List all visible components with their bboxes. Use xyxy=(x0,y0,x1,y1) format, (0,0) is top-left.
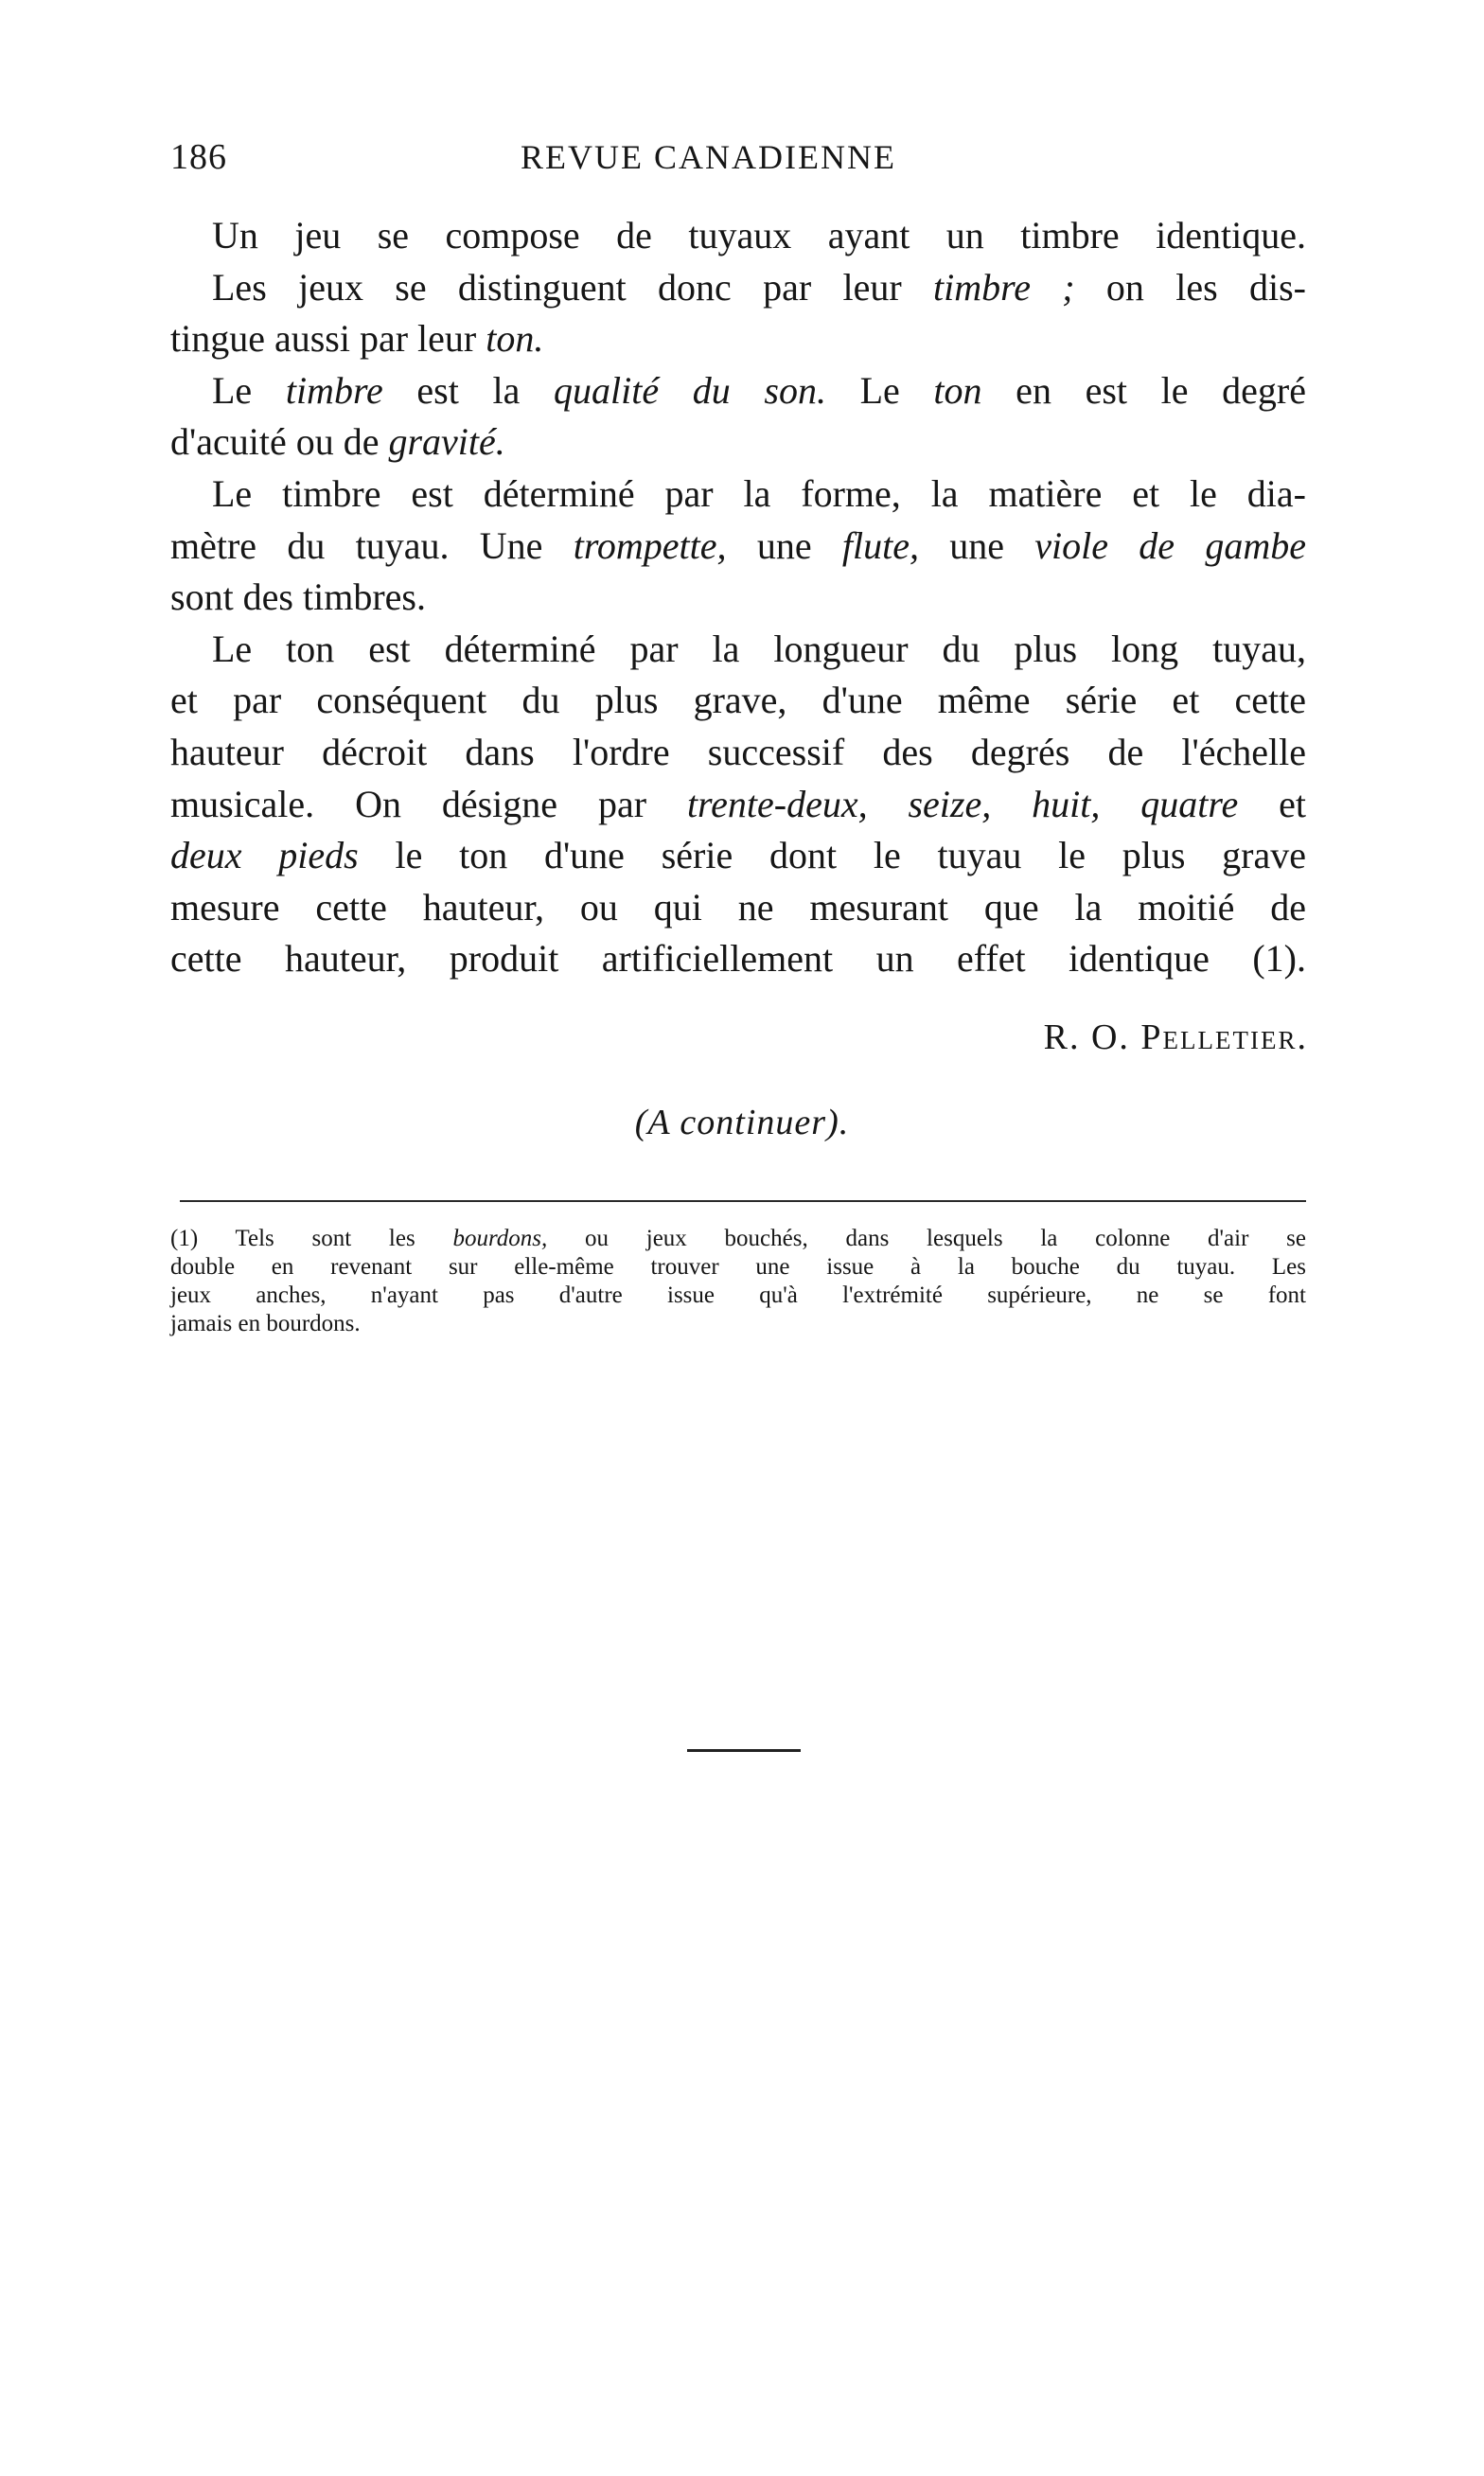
text-line xyxy=(170,313,1306,365)
footnote-line xyxy=(170,1225,1306,1253)
text-line xyxy=(170,469,1306,521)
italic-term: bourdons, xyxy=(452,1226,548,1251)
text-span: on les dis- xyxy=(1074,265,1306,309)
text-span: ou jeux bouchés, dans lesquels la colonne d'air se xyxy=(547,1226,1306,1251)
text-span: et par conséquent du plus grave, d'une même série et cette xyxy=(170,679,1306,722)
footnote xyxy=(170,1225,1306,1338)
text-span: Les jeux se distinguent donc par leur xyxy=(212,265,933,309)
text-line xyxy=(170,675,1306,727)
text-line xyxy=(170,882,1306,934)
text-line xyxy=(170,365,1306,417)
text-span: une xyxy=(726,523,842,567)
italic-term: timbre xyxy=(285,368,383,412)
text-span: Le timbre est déterminé par la forme, la matière et le dia- xyxy=(212,471,1306,515)
italic-term: viole de gambe xyxy=(1034,523,1306,567)
text-span: d'acuité ou de xyxy=(170,420,389,464)
text-span: mesure cette hauteur, ou qui ne mesurant que la moitié de xyxy=(170,885,1306,928)
text-span: Le xyxy=(212,368,286,412)
text-span: le ton d'une série dont le tuyau le plus grave xyxy=(358,834,1306,877)
italic-term: trompette, xyxy=(573,523,727,567)
text-line xyxy=(170,572,1306,624)
text-line xyxy=(170,727,1306,779)
text-span: Un jeu se compose de tuyaux ayant un timbre identique. xyxy=(212,214,1306,256)
text-line xyxy=(170,624,1306,676)
italic-term: flute, xyxy=(841,523,919,567)
text-line xyxy=(170,416,1306,469)
text-line xyxy=(170,262,1306,314)
running-title: REVUE CANADIENNE xyxy=(521,138,896,176)
footnote-line: jeux anches, n'ayant pas d'autre issue qu'à l'extrémité supérieure, ne se font xyxy=(170,1282,1306,1308)
end-of-article-rule xyxy=(687,1749,801,1752)
text-span: et xyxy=(1238,782,1306,825)
italic-term: gravité. xyxy=(388,420,505,464)
text-span: une xyxy=(918,523,1035,567)
italic-term: deux pieds xyxy=(170,834,359,877)
italic-term: ton. xyxy=(486,317,544,361)
text-span: tingue aussi par leur xyxy=(170,317,486,361)
footnote-line: jamais en bourdons. xyxy=(170,1311,361,1336)
text-span: cette hauteur, produit artificiellement un effet identique (1). xyxy=(170,937,1306,981)
text-line xyxy=(170,210,1306,262)
footnote-line: double en revenant sur elle-même trouver une issue à la bouche du tuyau. Les xyxy=(170,1254,1306,1280)
italic-term: ton xyxy=(933,368,982,412)
text-span: en est le degré xyxy=(981,368,1306,412)
text-line xyxy=(170,521,1306,573)
text-span: hauteur décroit dans l'ordre successif des degrés de l'échelle xyxy=(170,730,1306,773)
footnote-divider xyxy=(180,1200,1306,1202)
page-number: 186 xyxy=(170,137,227,177)
to-be-continued-note: (A continuer). xyxy=(634,1103,850,1142)
text-line xyxy=(170,779,1306,831)
text-span: sont des timbres. xyxy=(170,575,426,619)
text-span: Le ton est déterminé par la longueur du plus long tuyau, xyxy=(212,627,1306,670)
text-span: est la xyxy=(382,368,554,412)
text-span: musicale. On désigne par xyxy=(170,782,687,825)
italic-term: qualité du son. xyxy=(554,368,826,412)
italic-term: timbre ; xyxy=(933,265,1075,309)
body-text xyxy=(170,210,1306,985)
text-span: mètre du tuyau. Une xyxy=(170,523,574,567)
text-span: (1) Tels sont les xyxy=(170,1226,453,1251)
text-line xyxy=(170,933,1306,985)
italic-term: trente-deux, seize, huit, quatre xyxy=(686,782,1239,825)
author-signature: R. O. Pelletier. xyxy=(1043,1017,1308,1057)
text-span: Le xyxy=(825,368,934,412)
page-header xyxy=(170,133,1306,182)
text-line xyxy=(170,830,1306,882)
